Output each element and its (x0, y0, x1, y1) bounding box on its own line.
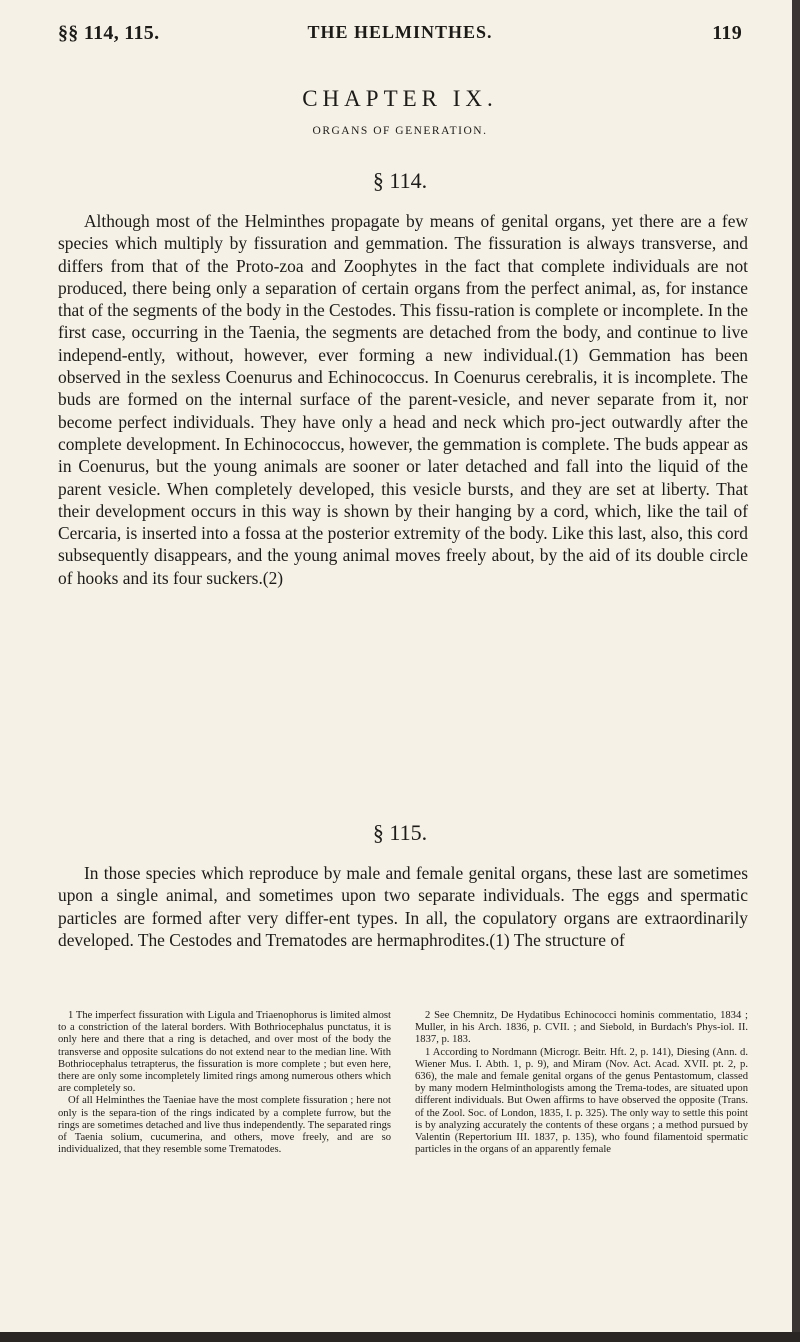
footnotes-right-column (415, 1010, 748, 1156)
section-range: §§ 114, 115. (58, 22, 160, 44)
chapter-subtitle: ORGANS OF GENERATION. (312, 125, 488, 137)
section-heading-114: § 114. (372, 168, 428, 193)
section-114-paragraph: Although most of the Helminthes propagate by means of genital organs, yet there are a few species which multiply by fissuration and gemmation. The fissuration is always transverse, and differs from that of the Proto-zoa and Zoophytes in the fact that complete individuals are not produced, there being only a separation of certain organs from the perfect animal, as, for instance that of the segments of the body in the Cestodes. This fissu-ration is complete or incomplete. In the first case, occurring in the Taenia, the segments are detached from the body, and continue to live independ-ently, without, however, ever forming a new individual.(1) Gemmation has been observed in the sexless Coenurus and Echinococcus. In Coenurus cerebralis, it is incomplete. The buds are formed on the internal surface of the parent-vesicle, and never separate from it, nor become perfect individuals. They have only a head and neck which pro-ject outwardly after the complete development. In Echinococcus, however, the gemmation is complete. The buds appear as in Coenurus, but the young animals are sooner or later detached and fall into the liquid of the parent vesicle. When completely developed, this vesicle bursts, and they are set at liberty. That their development occurs in this way is shown by their hanging by a cord, which, like the tail of Cercaria, is inserted into a fossa at the posterior extremity of the body. Like this last, also, this cord subsequently disappears, and the young animal moves freely about, by the aid of its double circle of hooks and its four suckers.(2) (58, 211, 748, 588)
book-title: THE HELMINTHES. (307, 22, 493, 42)
footnotes (58, 1010, 748, 1310)
section-115-paragraph: In those species which reproduce by male and female genital organs, these last are sometimes upon a single animal, and sometimes upon two separate individuals. The eggs and spermatic particles are formed after very differ-ent types. In all, the copulatory organs are extraordinarily developed. The Cestodes and Trematodes are hermaphrodites.(1) The structure of (58, 863, 748, 950)
section-heading-115: § 115. (372, 820, 428, 845)
page-edge-shadow (792, 0, 800, 1342)
footnote: Of all Helminthes the Taeniae have the most complete fissuration ; here not only is the separa-tion of the rings indicated by a complete furrow, but the rings are sometimes detached and live thus independently. The separated rings of Taenia solium, cucumerina, and others, move freely, and are so individualized, that they resemble some Trematodes. (58, 1095, 391, 1156)
footnote: 2 See Chemnitz, De Hydatibus Echinococci hominis commentatio, 1834 ; Muller, in his Arch. 1836, p. CVII. ; and Siebold, in Burdach's Phys-iol. II. 1837, p. 183. (415, 1010, 748, 1046)
footnote: 1 According to Nordmann (Microgr. Beitr. Hft. 2, p. 141), Diesing (Ann. d. Wiener Mus. I. Abth. 1, p. 9), and Miram (Nov. Act. Acad. XVII. pt. 2, p. 636), the male and female genital organs of the genus Pentastomum, classed by many modern Helminthologists among the Trema-todes, are situated upon different individuals. But Owen affirms to have observed the opposite (Trans. of the Zool. Soc. of London, 1835, I. p. 325). The only way to settle this point is by analyzing accurately the contents of these organs ; a method pursued by Valentin (Repertorium III. 1837, p. 135), who found filamentoid spermatic particles in the organs of an apparently female (415, 1046, 748, 1156)
section-114-body (58, 210, 748, 589)
footnotes-left-column (58, 1010, 391, 1156)
footnote: 1 The imperfect fissuration with Ligula and Triaenophorus is limited almost to a constriction of the lateral borders. With Bothriocephalus punctatus, it is only here and there that a ring is detached, and over most of the body the transverse and opposite sulcations do not extend near to the median line. With Bothriocephalus tetrapterus, the fissuration is more complete ; but even here, there are only some incompletely limited rings among numerous others which are completely so. (58, 1010, 391, 1095)
page-number: 119 (712, 22, 742, 44)
running-head (58, 22, 742, 48)
chapter-title: CHAPTER IX. (302, 86, 498, 111)
page-bottom-edge (0, 1332, 800, 1342)
section-115-body (58, 862, 748, 951)
